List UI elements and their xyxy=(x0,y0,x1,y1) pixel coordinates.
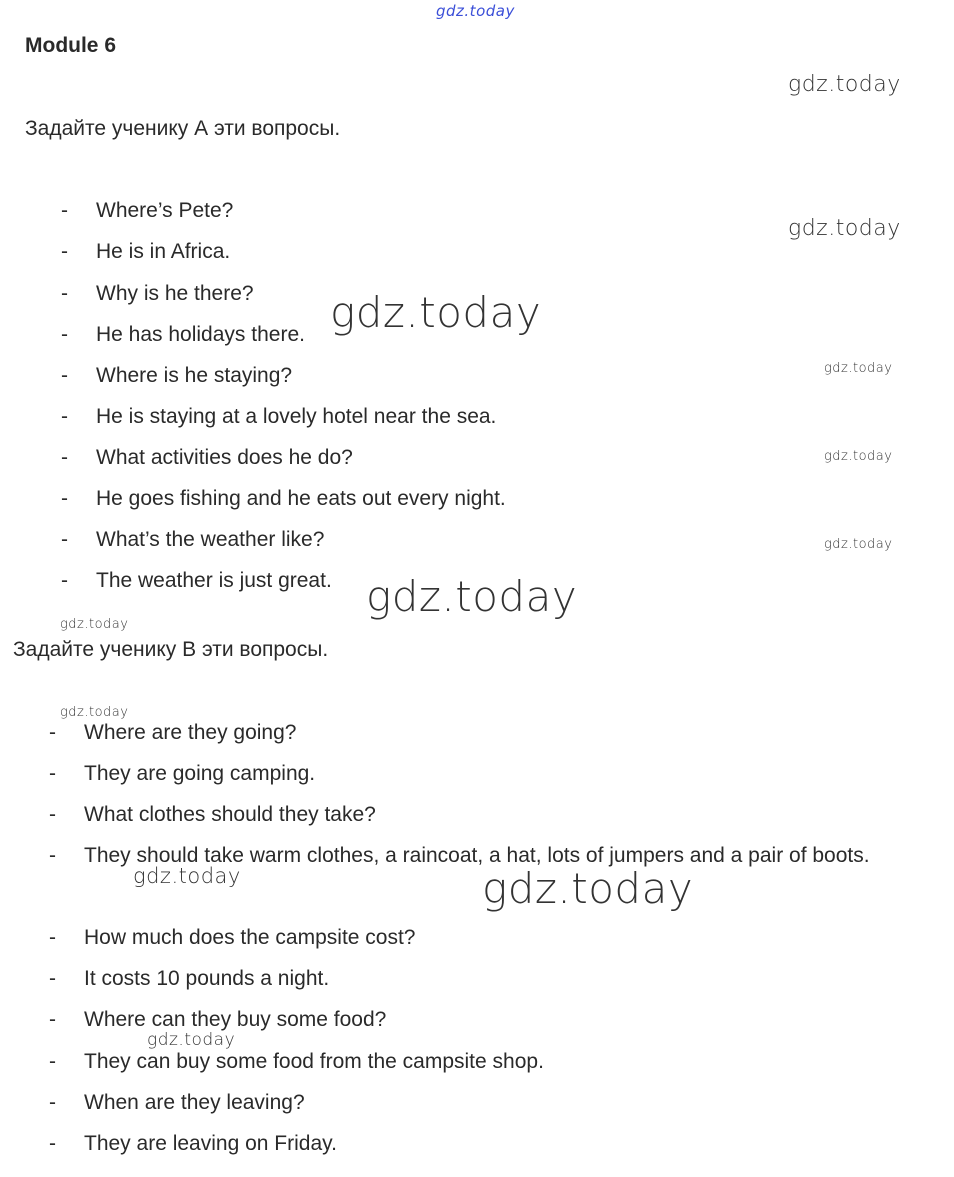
list-item: They are going camping. xyxy=(84,762,316,785)
list-item: They can buy some food from the campsite shop. xyxy=(84,1050,544,1073)
watermark-small: gdz.today xyxy=(60,705,129,720)
list-item: What clothes should they take? xyxy=(84,803,376,826)
list-item: He goes fishing and he eats out every night. xyxy=(96,487,506,510)
list-dash: - xyxy=(61,405,68,428)
watermark-small: gdz.today xyxy=(824,449,893,464)
list-dash: - xyxy=(61,323,68,346)
list-dash: - xyxy=(49,1008,56,1031)
watermark: gdz.today xyxy=(788,72,901,97)
section-b-instruction: Задайте ученику В эти вопросы. xyxy=(13,638,329,661)
list-item: Where are they going? xyxy=(84,721,297,744)
list-dash: - xyxy=(49,721,56,744)
list-item: Why is he there? xyxy=(96,282,254,305)
list-dash: - xyxy=(49,1132,56,1155)
watermark-small: gdz.today xyxy=(824,361,893,376)
watermark-large: gdz.today xyxy=(366,572,578,621)
watermark: gdz.today xyxy=(133,864,241,888)
list-item: Where’s Pete? xyxy=(96,199,234,222)
watermark-top: gdz.today xyxy=(436,2,515,20)
list-dash: - xyxy=(61,569,68,592)
list-item: Where can they buy some food? xyxy=(84,1008,387,1031)
list-dash: - xyxy=(61,364,68,387)
list-dash: - xyxy=(61,240,68,263)
list-item: When are they leaving? xyxy=(84,1091,305,1114)
list-item: What activities does he do? xyxy=(96,446,353,469)
list-item: How much does the campsite cost? xyxy=(84,926,416,949)
list-dash: - xyxy=(61,199,68,222)
section-a-instruction: Задайте ученику А эти вопросы. xyxy=(25,117,341,140)
list-item: He is staying at a lovely hotel near the sea. xyxy=(96,405,497,428)
list-item: It costs 10 pounds a night. xyxy=(84,967,330,990)
list-dash: - xyxy=(49,803,56,826)
watermark-large: gdz.today xyxy=(330,288,542,337)
watermark-small: gdz.today xyxy=(60,617,129,632)
list-item: They should take warm clothes, a raincoat, a hat, lots of jumpers and a pair of boots. xyxy=(84,844,870,867)
list-dash: - xyxy=(61,487,68,510)
page-title: Module 6 xyxy=(25,34,117,57)
list-item: What’s the weather like? xyxy=(96,528,325,551)
list-dash: - xyxy=(61,528,68,551)
list-item: Where is he staying? xyxy=(96,364,293,387)
list-item: The weather is just great. xyxy=(96,569,332,592)
list-dash: - xyxy=(49,1050,56,1073)
list-dash: - xyxy=(61,446,68,469)
list-dash: - xyxy=(49,967,56,990)
list-item: He has holidays there. xyxy=(96,323,305,346)
watermark-large: gdz.today xyxy=(482,864,694,913)
watermark: gdz.today xyxy=(147,1030,236,1050)
list-item: They are leaving on Friday. xyxy=(84,1132,337,1155)
watermark: gdz.today xyxy=(788,216,901,241)
list-dash: - xyxy=(49,926,56,949)
list-item: He is in Africa. xyxy=(96,240,231,263)
list-dash: - xyxy=(61,282,68,305)
list-dash: - xyxy=(49,1091,56,1114)
watermark-small: gdz.today xyxy=(824,537,893,552)
list-dash: - xyxy=(49,844,56,867)
list-dash: - xyxy=(49,762,56,785)
